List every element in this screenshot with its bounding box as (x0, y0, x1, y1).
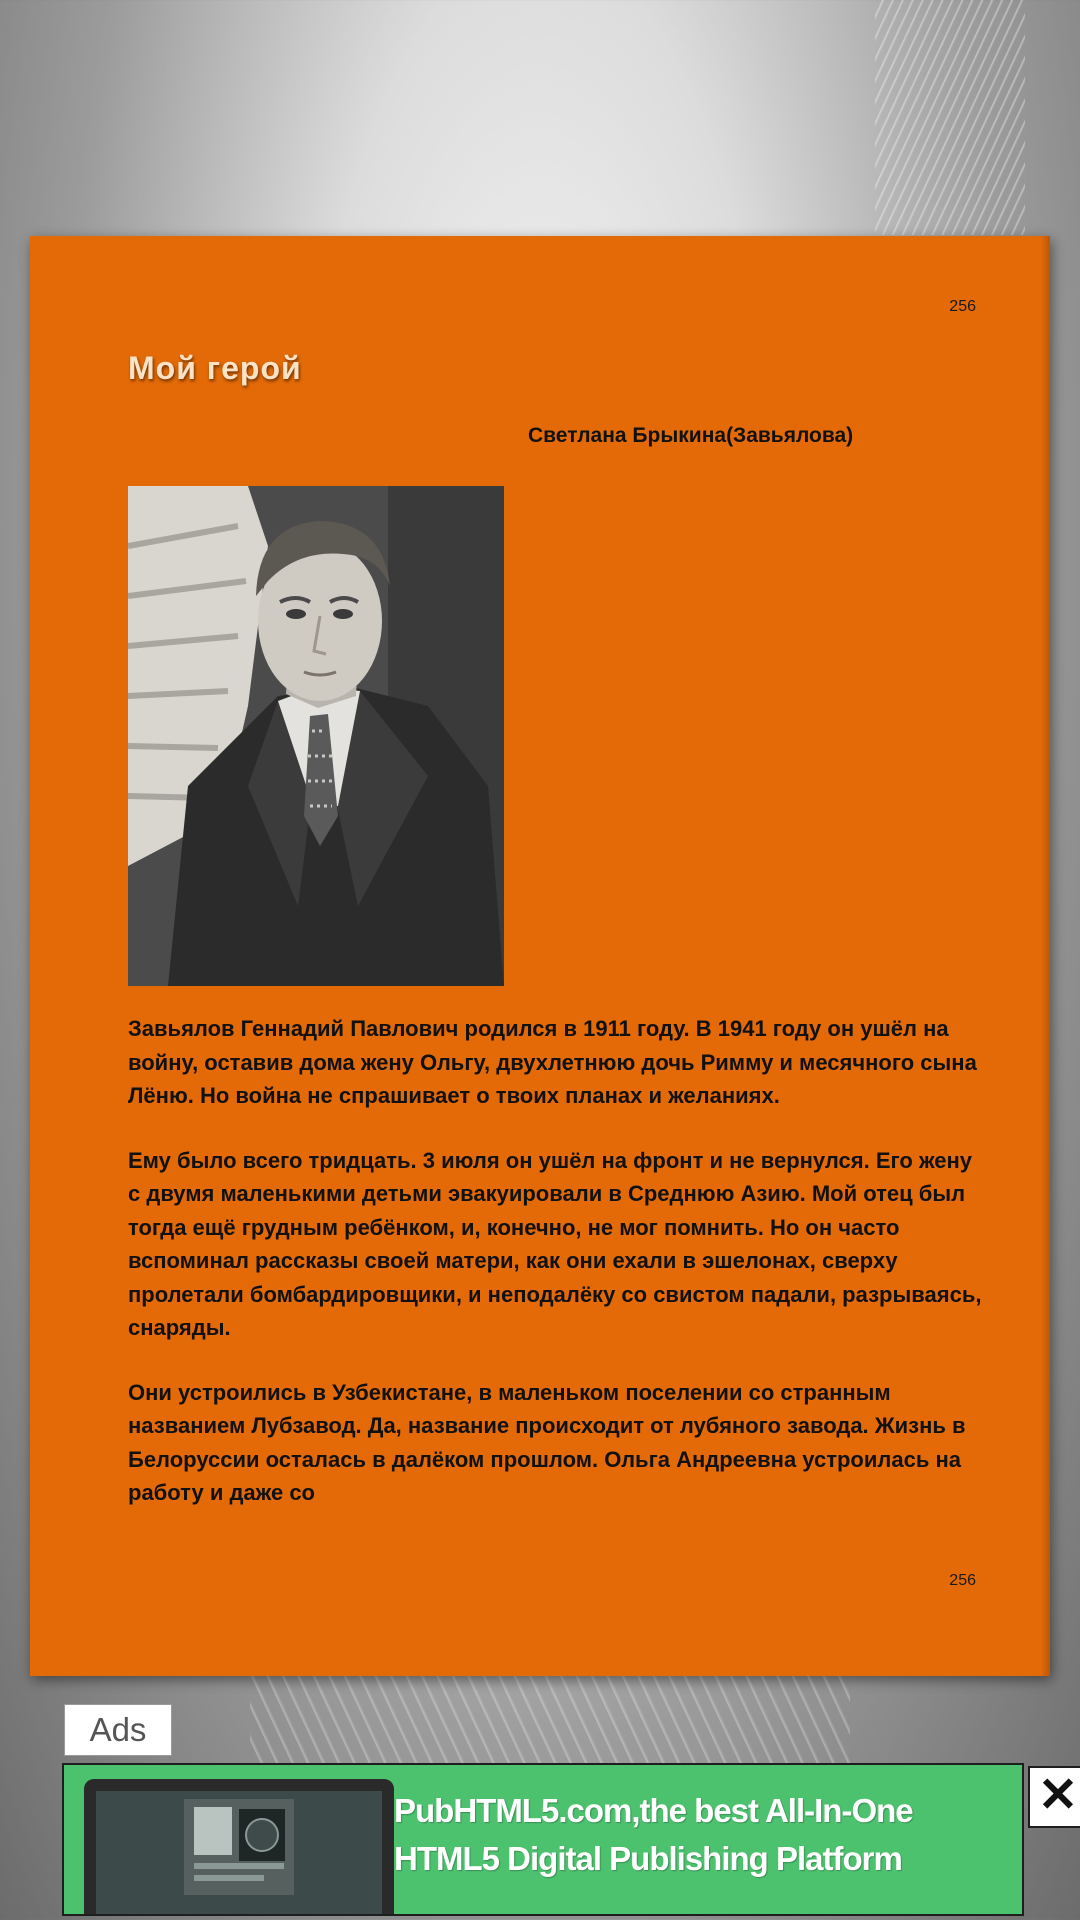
ad-text-line-2: HTML5 Digital Publishing Platform (394, 1840, 902, 1877)
article-text (128, 1012, 988, 1541)
author-name: Светлана Брыкина(Завьялова) (528, 424, 854, 447)
page-number-bottom: 256 (949, 1572, 976, 1589)
background-decoration-bottom (250, 1670, 850, 1765)
ad-banner[interactable] (62, 1763, 1024, 1916)
page-title: Мой герой (128, 350, 302, 386)
ad-text[interactable] (394, 1787, 1024, 1883)
portrait-photo (128, 486, 504, 986)
page-number-top: 256 (949, 298, 976, 315)
background-decoration (875, 0, 1025, 235)
paragraph: Они устроились в Узбекистане, в маленьком поселении со странным названием Лубзавод. Да, название происходит от лубяного завода. Жизнь в Белоруссии осталась в далёком прошлом. Ольга Андреевна устроилась на работу и даже со (128, 1379, 966, 1505)
close-icon: ✕ (1037, 1769, 1079, 1822)
paragraph: Ему было всего тридцать. 3 июля он ушёл на фронт и не вернулся. Его жену с двумя маленькими детьми эвакуировали в Среднюю Азию. Мой отец был тогда ещё грудным ребёнком, и, конечно, не мог помнить. Но он часто вспоминал рассказы своей матери, как они ехали в эшелонах, сверху пролетали бомбардировщики, и неподалёку со свистом падали, разрываясь, снаряды. (128, 1147, 982, 1340)
flipbook-page[interactable] (30, 236, 1050, 1676)
ads-label: Ads (64, 1704, 172, 1756)
paragraph: Завьялов Геннадий Павлович родился в 1911 году. В 1941 году он ушёл на войну, оставив дома жену Ольгу, двухлетнюю дочь Римму и месячного сына Лёню. Но война не спрашивает о твоих планах и желаниях. (128, 1016, 977, 1108)
close-ad-button[interactable] (1028, 1766, 1080, 1828)
page-edge-shadow (1040, 236, 1050, 1676)
ad-text-line-1: PubHTML5.com,the best All-In-One (394, 1792, 913, 1829)
laptop-icon (84, 1779, 394, 1916)
